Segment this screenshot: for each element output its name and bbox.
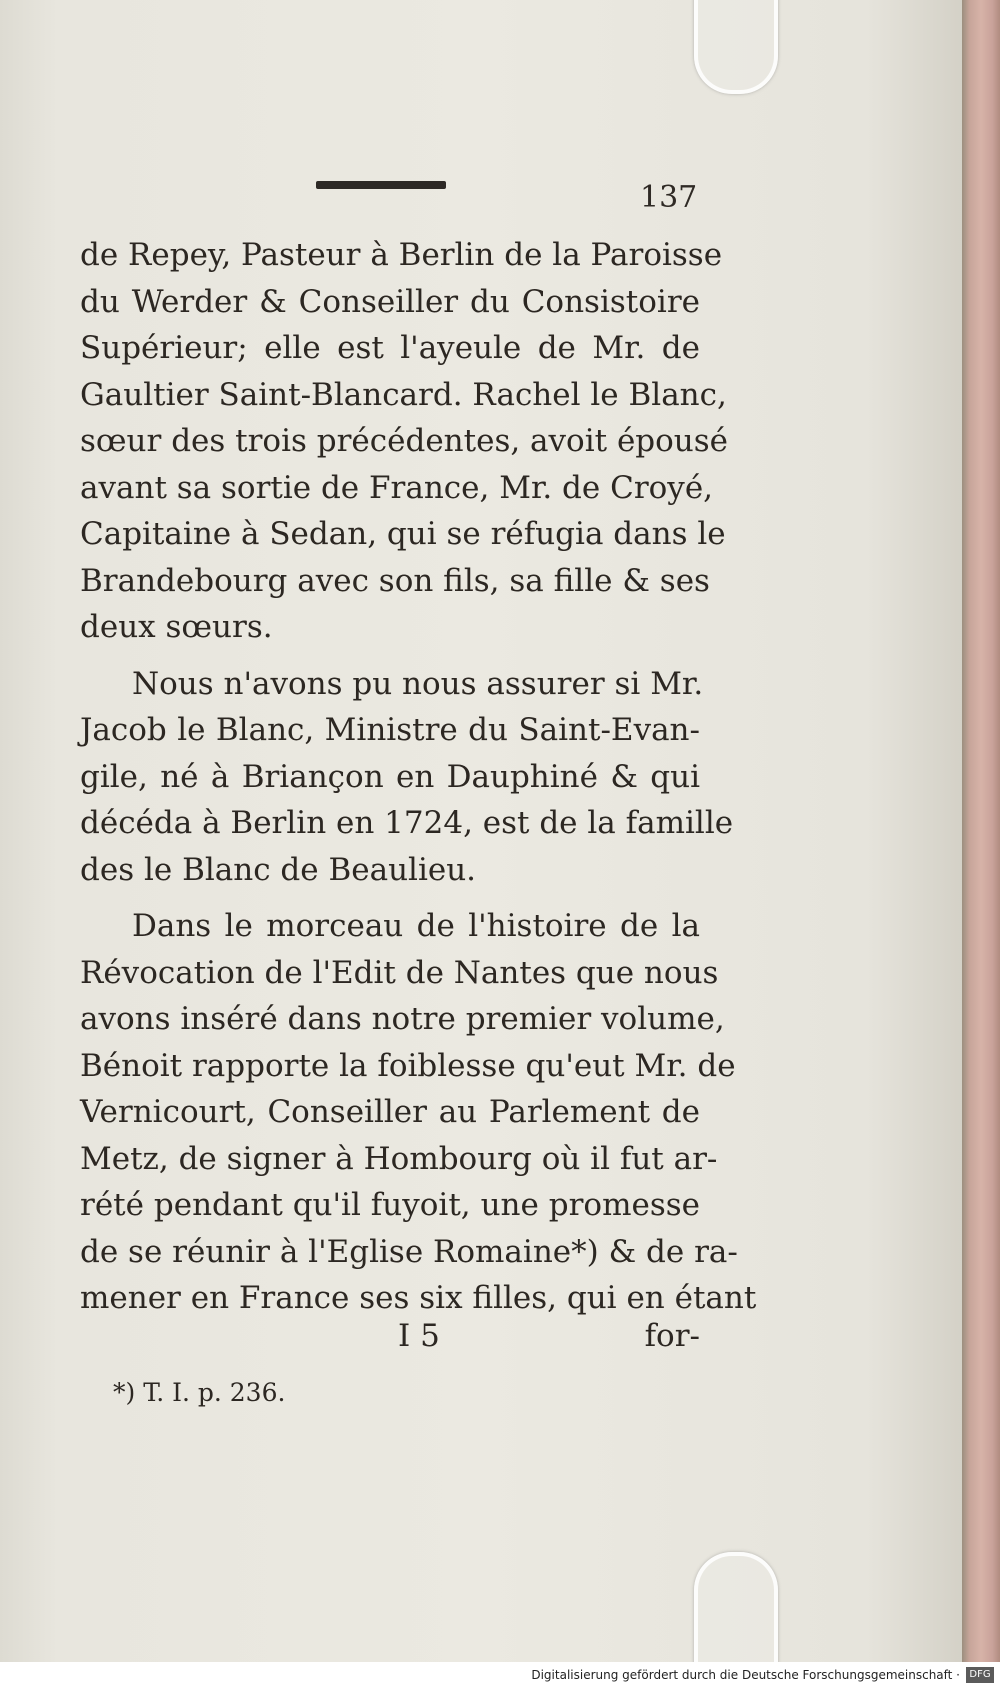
footnote: *) T. I. p. 236. [113,1378,286,1407]
text-line: Dans le morceau de l'histoire de la [132,908,700,944]
text-line: gile, né à Briançon en Dauphiné & qui [80,758,700,795]
funding-credit: Digitalisierung gefördert durch die Deutsche Forschungsgemeinschaft · [531,1668,960,1682]
page-edge [962,0,1000,1662]
text-line: Capitaine à Sedan, qui se réfugia dans le [80,516,726,552]
text-line: avant sa sortie de France, Mr. de Croyé, [80,469,714,506]
text-line: de se réunir à l'Eglise Romaine*) & de ra- [80,1233,738,1270]
footer-bar [0,1662,1000,1689]
text-line: décéda à Berlin en 1724, est de la famille [80,805,734,841]
text-line: sœur des trois précédentes, avoit épousé [80,423,729,459]
text-line: du Werder & Conseiller du Consistoire [80,283,700,320]
page-clip-top [694,0,778,94]
text-line: de Repey, Pasteur à Berlin de la Paroisse [80,237,723,273]
dfg-logo: DFG [966,1667,994,1683]
text-line: rété pendant qu'il fuyoit, une promesse [80,1187,700,1223]
text-line: Supérieur; elle est l'ayeule de Mr. de [80,330,700,366]
text-line: Nous n'avons pu nous assurer si Mr. [132,665,704,702]
text-line: Vernicourt, Conseiller au Parlement de [80,1094,700,1130]
text-line: avons inséré dans notre premier volume, [80,1001,725,1037]
signature-row [80,1318,700,1362]
page-number: 137 [640,180,698,215]
signature-mark: I 5 [398,1318,440,1354]
body-text [80,232,757,1322]
text-line: Brandebourg avec son fils, sa fille & ses [80,562,710,599]
catchword: for- [644,1318,700,1354]
text-line: mener en France ses six filles, qui en étant [80,1280,757,1316]
text-line: Metz, de signer à Hombourg où il fut ar- [80,1140,718,1177]
text-line: des le Blanc de Beaulieu. [80,851,477,888]
page-clip-bottom [694,1552,778,1666]
header-rule [316,181,446,189]
text-line: Révocation de l'Edit de Nantes que nous [80,954,719,991]
text-line: Gaultier Saint-Blancard. Rachel le Blanc, [80,376,727,413]
text-line: deux sœurs. [80,609,273,645]
text-line: Bénoit rapporte la foiblesse qu'eut Mr. de [80,1047,736,1084]
text-line: Jacob le Blanc, Ministre du Saint-Evan- [80,712,700,748]
